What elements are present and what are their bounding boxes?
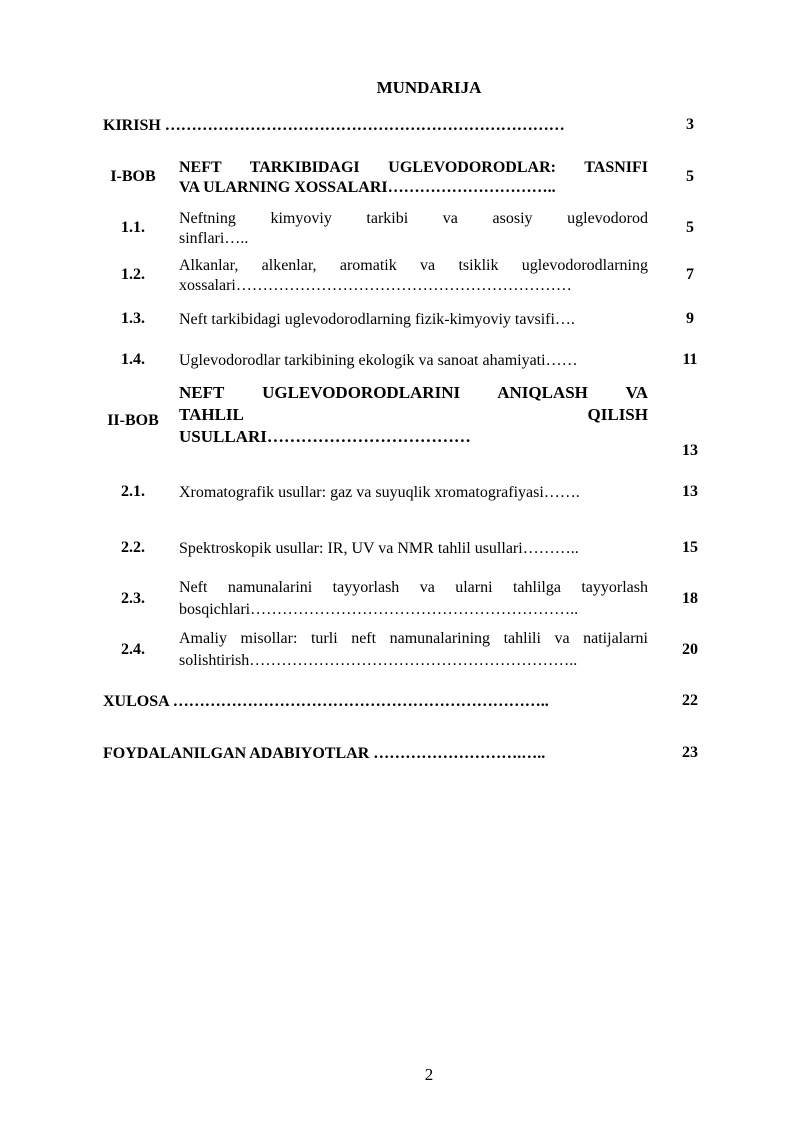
toc-bob2-page: 13 — [682, 442, 698, 459]
toc-s12-line2[interactable]: xossalari……………………………………………………… — [179, 277, 572, 294]
toc-bob1-page: 5 — [686, 168, 694, 185]
toc-s23-number: 2.3. — [121, 590, 145, 607]
toc-bob1-line2[interactable]: VA ULARNING XOSSALARI………………………….. — [179, 179, 556, 196]
toc-s14-number: 1.4. — [121, 351, 145, 368]
toc-bob2-line1[interactable]: NEFT UGLEVODORODLARINI ANIQLASH VA — [179, 383, 648, 402]
toc-s22-page: 15 — [682, 539, 698, 556]
toc-s23-page: 18 — [682, 590, 698, 607]
toc-s13-line1[interactable]: Neft tarkibidagi uglevodorodlarning fizik-kimyoviy tavsifi…. — [179, 311, 575, 328]
toc-bob2-number: II-BOB — [107, 412, 159, 429]
toc-references-page: 23 — [682, 744, 698, 761]
toc-bob2-line2-left[interactable]: TAHLIL — [179, 405, 244, 424]
toc-s14-page: 11 — [682, 351, 698, 368]
toc-s21-page: 13 — [682, 483, 698, 500]
toc-s12-line1[interactable]: Alkanlar, alkenlar, aromatik va tsiklik uglevodorodlarning — [179, 257, 648, 274]
page-number: 2 — [424, 1065, 434, 1084]
toc-kirish-page: 3 — [686, 116, 694, 133]
toc-s13-page: 9 — [686, 310, 694, 327]
toc-s21-line1[interactable]: Xromatografik usullar: gaz va suyuqlik xromatografiyasi……. — [179, 484, 580, 501]
toc-s23-line2[interactable]: bosqichlari…………………………………………………….. — [179, 601, 579, 618]
toc-references-label[interactable]: FOYDALANILGAN ADABIYOTLAR ……………………….….. — [103, 745, 546, 762]
toc-bob1-number: I-BOB — [110, 168, 156, 185]
toc-s11-line1[interactable]: Neftning kimyoviy tarkibi va asosiy uglevodorod — [179, 210, 648, 227]
toc-s12-number: 1.2. — [121, 266, 145, 283]
toc-s23-line1[interactable]: Neft namunalarini tayyorlash va ularni tahlilga tayyorlash — [179, 579, 648, 596]
toc-s11-line2[interactable]: sinflari….. — [179, 230, 249, 247]
toc-s24-page: 20 — [682, 641, 698, 658]
toc-bob2-line3[interactable]: USULLARI……………………………… — [179, 427, 471, 446]
toc-s22-line1[interactable]: Spektroskopik usullar: IR, UV va NMR tahlil usullari……….. — [179, 540, 579, 557]
toc-bob2-line2-right[interactable]: QILISH — [587, 405, 648, 424]
toc-xulosa-label[interactable]: XULOSA …………………………………………………………….. — [103, 693, 549, 710]
toc-s22-number: 2.2. — [121, 539, 145, 556]
toc-bob1-line1[interactable]: NEFT TARKIBIDAGI UGLEVODORODLAR: TASNIFI — [179, 159, 648, 176]
toc-s11-number: 1.1. — [121, 219, 145, 236]
toc-s11-page: 5 — [686, 219, 694, 236]
toc-s13-number: 1.3. — [121, 310, 145, 327]
toc-s14-line1[interactable]: Uglevodorodlar tarkibining ekologik va sanoat ahamiyati…… — [179, 352, 578, 369]
toc-s24-line1[interactable]: Amaliy misollar: turli neft namunalarining tahlili va natijalarni — [179, 630, 648, 647]
toc-kirish-label[interactable]: KIRISH ………………………………………………………………… — [103, 117, 565, 134]
toc-s21-number: 2.1. — [121, 483, 145, 500]
toc-s24-line2[interactable]: solishtirish…………………………………………………….. — [179, 652, 578, 669]
page-title: MUNDARIJA — [376, 78, 482, 97]
toc-xulosa-page: 22 — [682, 692, 698, 709]
toc-s12-page: 7 — [686, 266, 694, 283]
toc-s24-number: 2.4. — [121, 641, 145, 658]
